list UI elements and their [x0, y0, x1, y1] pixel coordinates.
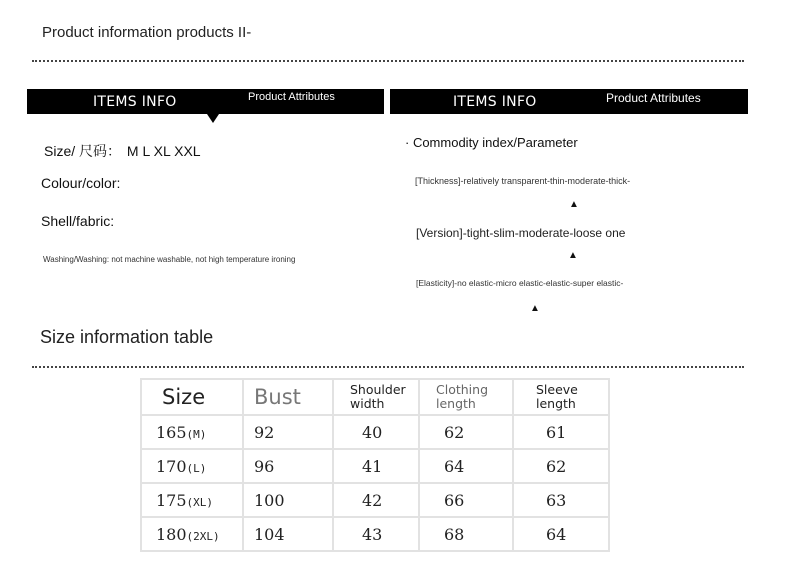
cell-length: 64 — [419, 449, 513, 483]
left-bar-subtitle: Product Attributes — [248, 91, 335, 103]
cell-size: 170(L) — [141, 449, 243, 483]
cell-sleeve: 62 — [513, 449, 609, 483]
cell-length: 62 — [419, 415, 513, 449]
header-size: Size — [141, 379, 243, 415]
cell-shoulder: 41 — [333, 449, 419, 483]
cell-sleeve: 61 — [513, 415, 609, 449]
cell-bust: 92 — [243, 415, 333, 449]
thickness-marker-icon: ▲ — [569, 199, 579, 210]
cell-bust: 100 — [243, 483, 333, 517]
cell-size: 180(2XL) — [141, 517, 243, 551]
version-scale: [Version]-tight-slim-moderate-loose one — [416, 226, 626, 240]
cell-sleeve: 63 — [513, 483, 609, 517]
cell-size: 175(XL) — [141, 483, 243, 517]
commodity-heading: · Commodity index/Parameter — [405, 135, 578, 150]
right-bar-subtitle: Product Attributes — [606, 91, 701, 105]
cell-length: 68 — [419, 517, 513, 551]
fabric-label: Shell/fabric: — [41, 213, 115, 229]
cell-sleeve: 64 — [513, 517, 609, 551]
size-row — [44, 141, 201, 161]
cell-shoulder: 42 — [333, 483, 419, 517]
header-sleeve-length: Sleeve length — [513, 379, 609, 415]
left-bar-title: ITEMS INFO — [93, 94, 177, 110]
header-bust: Bust — [243, 379, 333, 415]
cell-bust: 104 — [243, 517, 333, 551]
cell-bust: 96 — [243, 449, 333, 483]
table-row — [141, 517, 609, 551]
header-shoulder-width: Shoulder width — [333, 379, 419, 415]
divider-top — [32, 60, 744, 62]
size-label: Size/ 尺码： — [44, 143, 122, 159]
left-bar-pointer-icon — [207, 114, 219, 123]
size-table-title: Size information table — [40, 327, 214, 347]
table-row — [141, 449, 609, 483]
cell-size: 165(M) — [141, 415, 243, 449]
header-clothing-length: Clothing length — [419, 379, 513, 415]
right-bar-title: ITEMS INFO — [453, 94, 537, 110]
divider-table — [32, 366, 744, 368]
table-row — [141, 483, 609, 517]
table-row — [141, 415, 609, 449]
right-items-info-bar — [390, 89, 748, 114]
cell-shoulder: 40 — [333, 415, 419, 449]
elasticity-marker-icon: ▲ — [530, 303, 540, 314]
size-table — [140, 378, 610, 552]
cell-length: 66 — [419, 483, 513, 517]
washing-note: Washing/Washing: not machine washable, not high temperature ironing — [43, 255, 296, 264]
left-items-info-bar — [27, 89, 384, 114]
version-marker-icon: ▲ — [568, 250, 578, 261]
size-table-header-row — [141, 379, 609, 415]
colour-label: Colour/color: — [41, 175, 121, 191]
page-title: Product information products II- — [42, 24, 252, 41]
cell-shoulder: 43 — [333, 517, 419, 551]
thickness-scale: [Thickness]-relatively transparent-thin-moderate-thick- — [415, 176, 631, 186]
elasticity-scale: [Elasticity]-no elastic-micro elastic-elastic-super elastic- — [416, 278, 624, 288]
size-values: M L XL XXL — [126, 143, 201, 159]
